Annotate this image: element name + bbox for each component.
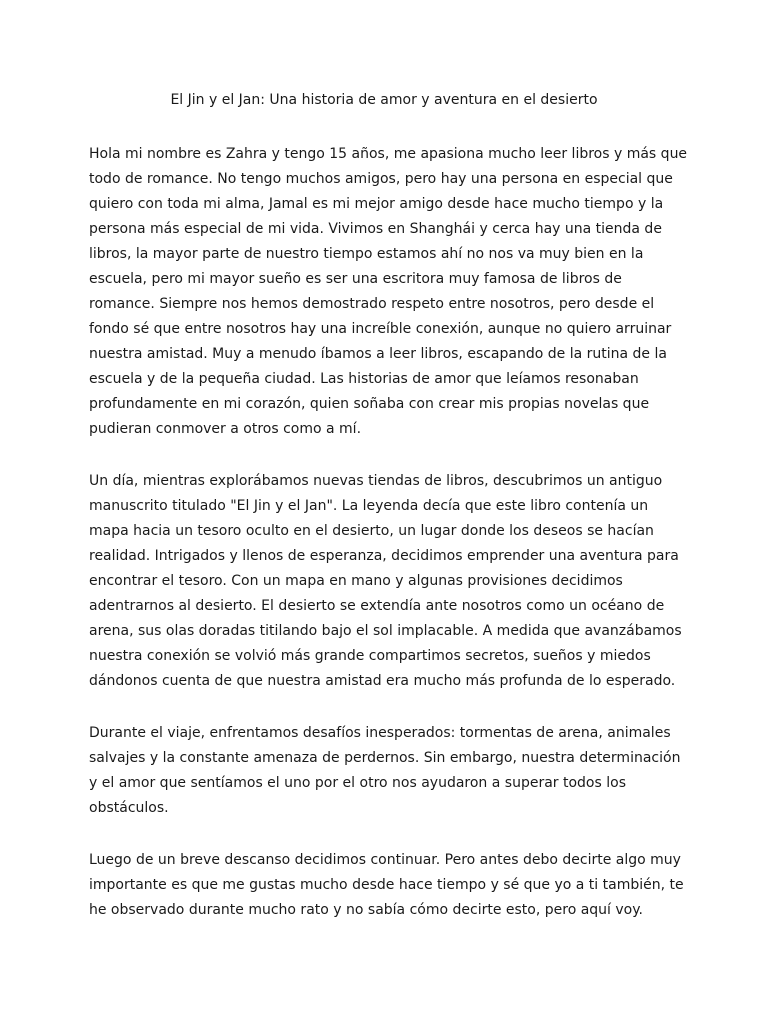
text-line: obstáculos.: [89, 800, 169, 816]
text-line: he observado durante mucho rato y no sabía cómo decirte esto, pero aquí voy.: [89, 902, 643, 918]
text-line: Hola mi nombre es Zahra y tengo 15 años, me apasiona mucho leer libros y más que: [89, 146, 688, 162]
text-line: escuela, pero mi mayor sueño es ser una escritora muy famosa de libros de: [89, 271, 622, 287]
paragraph: [89, 142, 689, 442]
paragraph: [89, 469, 689, 694]
text-line: salvajes y la constante amenaza de perdernos. Sin embargo, nuestra determinación: [89, 750, 681, 766]
text-line: Un día, mientras explorábamos nuevas tiendas de libros, descubrimos un antiguo: [89, 473, 663, 489]
text-line: todo de romance. No tengo muchos amigos, pero hay una persona en especial que: [89, 171, 673, 187]
text-line: dándonos cuenta de que nuestra amistad era mucho más profunda de lo esperado.: [89, 673, 676, 689]
text-line: encontrar el tesoro. Con un mapa en mano y algunas provisiones decidimos: [89, 573, 623, 589]
text-line: mapa hacia un tesoro oculto en el desierto, un lugar donde los deseos se hacían: [89, 523, 654, 539]
document-title: El Jin y el Jan: Una historia de amor y aventura en el desierto: [170, 92, 598, 108]
text-line: realidad. Intrigados y llenos de esperanza, decidimos emprender una aventura para: [89, 548, 679, 564]
text-line: y el amor que sentíamos el uno por el otro nos ayudaron a superar todos los: [89, 775, 626, 791]
text-line: nuestra conexión se volvió más grande compartimos secretos, sueños y miedos: [89, 648, 651, 664]
text-line: arena, sus olas doradas titilando bajo el sol implacable. A medida que avanzábamos: [89, 623, 682, 639]
text-line: pudieran conmover a otros como a mí.: [89, 421, 362, 437]
paragraph: [89, 848, 689, 923]
text-line: importante es que me gustas mucho desde hace tiempo y sé que yo a ti también, te: [89, 877, 684, 893]
text-line: adentrarnos al desierto. El desierto se extendía ante nosotros como un océano de: [89, 598, 665, 614]
text-line: escuela y de la pequeña ciudad. Las historias de amor que leíamos resonaban: [89, 371, 639, 387]
text-line: nuestra amistad. Muy a menudo íbamos a leer libros, escapando de la rutina de la: [89, 346, 667, 362]
text-line: Durante el viaje, enfrentamos desafíos inesperados: tormentas de arena, animales: [89, 725, 671, 741]
text-line: Luego de un breve descanso decidimos continuar. Pero antes debo decirte algo muy: [89, 852, 681, 868]
text-line: quiero con toda mi alma, Jamal es mi mejor amigo desde hace mucho tiempo y la: [89, 196, 664, 212]
text-line: fondo sé que entre nosotros hay una increíble conexión, aunque no quiero arruinar: [89, 321, 672, 337]
paragraph: [89, 721, 689, 821]
text-line: manuscrito titulado "El Jin y el Jan". La leyenda decía que este libro contenía un: [89, 498, 649, 514]
document-body: [89, 142, 689, 950]
text-line: persona más especial de mi vida. Vivimos en Shanghái y cerca hay una tienda de: [89, 221, 662, 237]
text-line: romance. Siempre nos hemos demostrado respeto entre nosotros, pero desde el: [89, 296, 655, 312]
text-line: libros, la mayor parte de nuestro tiempo estamos ahí no nos va muy bien en la: [89, 246, 644, 262]
text-line: profundamente en mi corazón, quien soñaba con crear mis propias novelas que: [89, 396, 650, 412]
